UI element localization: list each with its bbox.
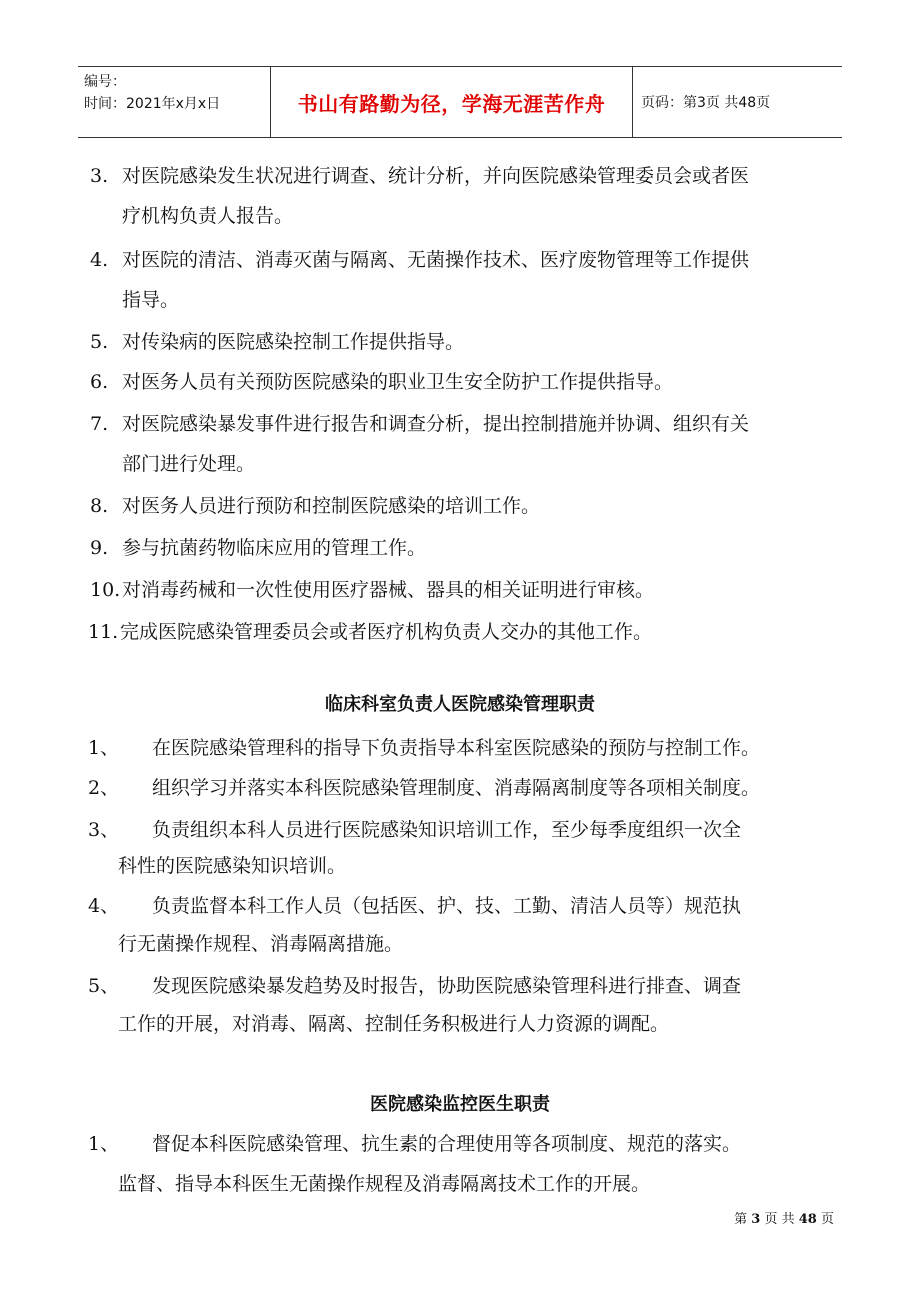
section-title: 临床科室负责人医院感染管理职责 [325,694,595,715]
list-item-text: 参与抗菌药物临床应用的管理工作。 [122,537,427,559]
list-item-text: 组织学习并落实本科医院感染管理制度、消毒隔离制度等各项相关制度。 [152,777,761,799]
list-item-number: 1、 [88,1133,120,1155]
footer-total-pages: 48 [798,1212,817,1227]
list-item-text: 督促本科医院感染管理、抗生素的合理使用等各项制度、规范的落实。 [152,1133,742,1155]
list-item-number: 5. [90,331,109,353]
list-item-number: 4、 [88,895,120,917]
page-footer [734,1208,834,1227]
footer-page-number: 3 [751,1212,761,1227]
list-item-text: 对医院感染暴发事件进行报告和调查分析，提出控制措施并协调、组织有关 [122,413,750,435]
list-item-number: 5、 [88,975,120,997]
list-item-number: 7. [90,413,109,435]
list-item [88,728,760,768]
list-item-text: 对医务人员有关预防医院感染的职业卫生安全防护工作提供指导。 [122,371,674,393]
list-item-continuation: 行无菌操作规程、消毒隔离措施。 [118,933,404,955]
footer-prefix: 第 [734,1212,748,1227]
list-item [90,156,749,196]
list-item-number: 10. [90,579,121,601]
list-item-continuation: 监督、指导本科医生无菌操作规程及消毒隔离技术工作的开展。 [118,1173,651,1195]
list-item-number: 2、 [88,777,120,799]
list-item [88,1124,741,1164]
list-item [88,886,741,926]
list-item [90,570,654,610]
list-item [88,768,760,808]
list-item-text: 负责监督本科工作人员（包括医、护、技、工勤、清洁人员等）规范执 [152,895,742,917]
list-item-number: 11. [88,621,119,643]
list-item [90,362,673,402]
list-item-number: 4. [90,249,109,271]
list-item-continuation: 部门进行处理。 [122,453,256,475]
list-item [90,486,540,526]
list-item-text: 对传染病的医院感染控制工作提供指导。 [122,331,465,353]
header-meta [78,67,271,137]
list-item-number: 9. [90,537,109,559]
list-item-number: 8. [90,495,109,517]
list-item-continuation: 科性的医院感染知识培训。 [118,855,347,877]
footer-suffix: 页 [820,1212,834,1227]
section-title: 医院感染监控医生职责 [370,1094,550,1115]
list-item [88,966,741,1006]
list-item [88,612,652,652]
list-item [90,404,749,444]
list-item [90,240,749,280]
list-item [90,528,426,568]
header-date: 时间：2021年x月x日 [84,96,221,112]
list-item [88,810,741,850]
list-item-text: 对医院感染发生状况进行调查、统计分析，并向医院感染管理委员会或者医 [122,165,750,187]
list-item-continuation: 工作的开展，对消毒、隔离、控制任务积极进行人力资源的调配。 [118,1013,670,1035]
list-item-number: 6. [90,371,109,393]
list-item-text: 负责组织本科人员进行医院感染知识培训工作，至少每季度组织一次全 [152,819,742,841]
list-item [90,322,464,362]
footer-mid: 页 共 [764,1212,795,1227]
list-item-text: 对消毒药械和一次性使用医疗器械、器具的相关证明进行审核。 [122,579,655,601]
header-motto: 书山有路勤为径，学海无涯苦作舟 [271,67,633,137]
header-page-info: 页码：第3页 共48页 [641,95,771,111]
list-item-number: 3、 [88,819,120,841]
document-header [78,66,842,138]
list-item-continuation: 指导。 [122,289,180,311]
list-item-text: 对医务人员进行预防和控制医院感染的培训工作。 [122,495,541,517]
list-item-text: 对医院的清洁、消毒灭菌与隔离、无菌操作技术、医疗废物管理等工作提供 [122,249,750,271]
list-item-number: 3. [90,165,109,187]
list-item-continuation: 疗机构负责人报告。 [122,205,294,227]
list-item-text: 在医院感染管理科的指导下负责指导本科室医院感染的预防与控制工作。 [152,737,761,759]
header-serial-label: 编号： [84,74,126,90]
list-item-number: 1、 [88,737,120,759]
list-item-text: 发现医院感染暴发趋势及时报告，协助医院感染管理科进行排查、调查 [152,975,742,997]
list-item-text: 完成医院感染管理委员会或者医疗机构负责人交办的其他工作。 [120,621,653,643]
